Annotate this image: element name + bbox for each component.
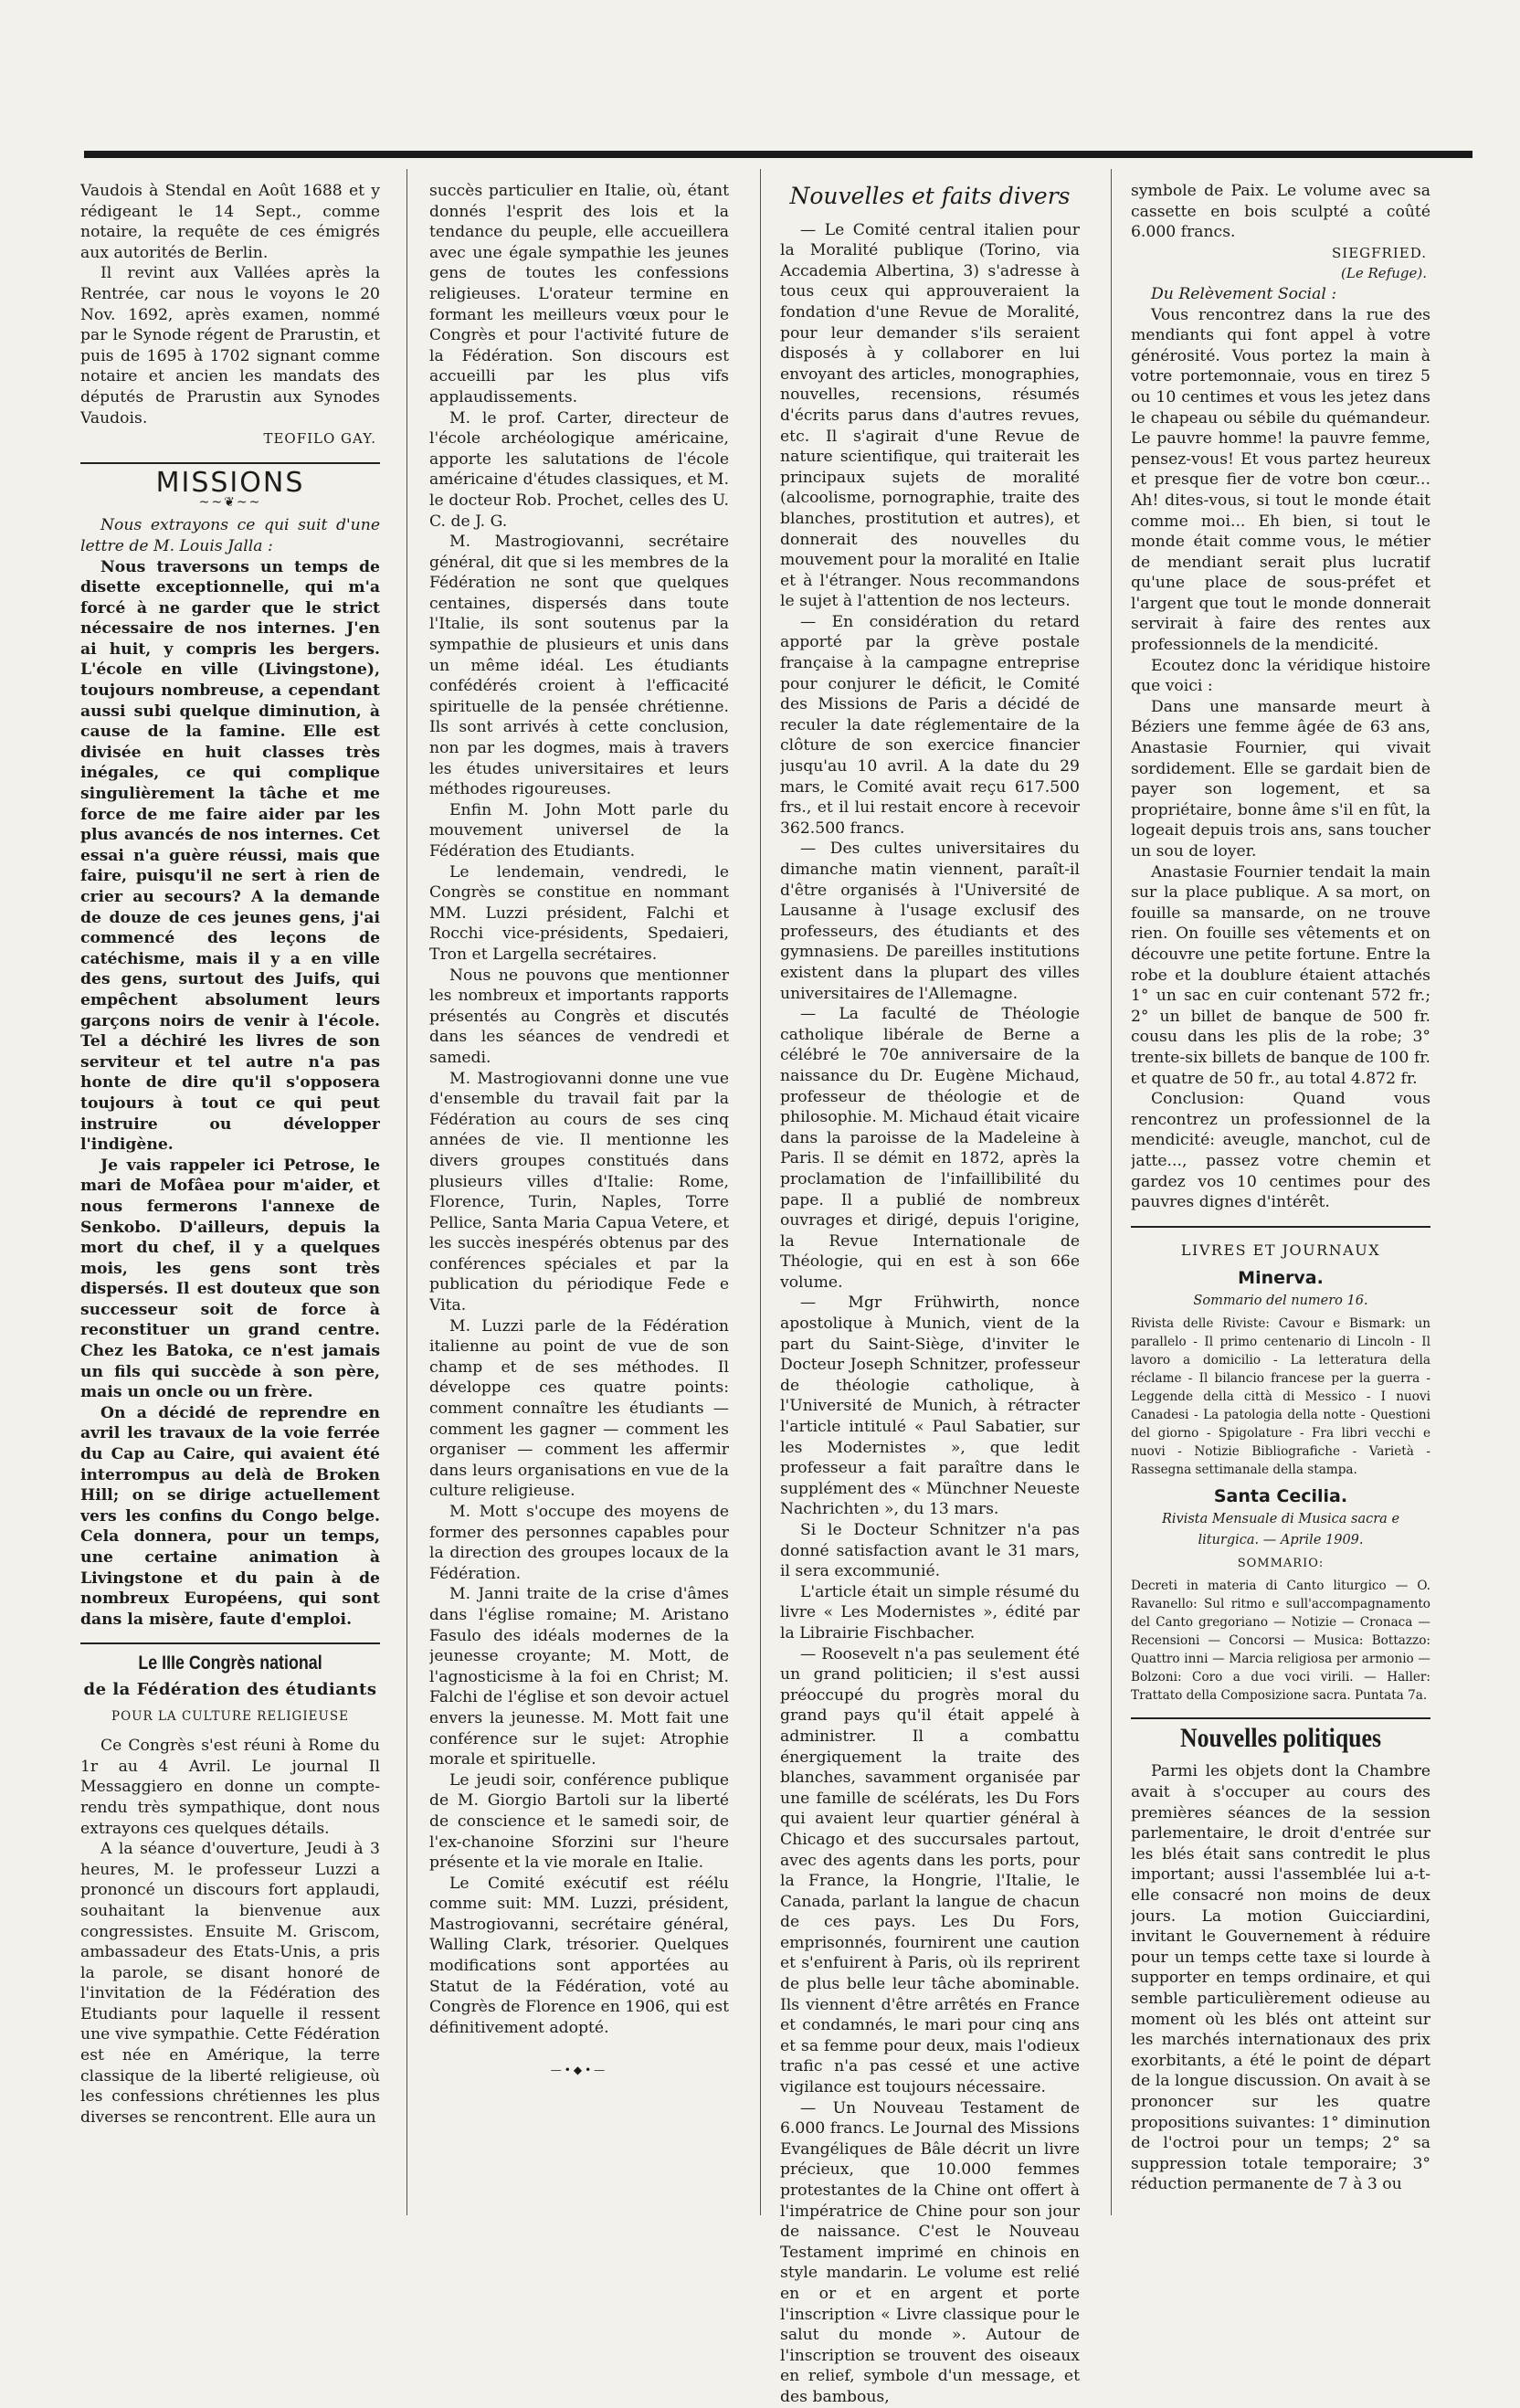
paragraph: L'article était un simple résumé du livre « Les Modernistes », édité par la Librairie Fischbacher. — [780, 1582, 1080, 1642]
paragraph: M. Mastrogiovanni, secrétaire général, dit que si les membres de la Fédération ne sont que quelques centaines, dispersés dans toute l'Italie, ils sont soutenus par la sympathie de plusieurs et unis dans un même idéal. Les étudiants confédérés croient à l'efficacité spirituelle de la pensée chrétienne. Ils sont arrivés à cette conclusion, non par les dogmes, mais à travers les études universitaires et leurs méthodes rigoureuses. — [429, 533, 729, 799]
paragraph: Nous ne pouvons que mentionner les nombreux et importants rapports présentés au Congrès et discutés dans les séances de vendredi et samedi. — [429, 966, 729, 1067]
paragraph: Ecoutez donc la véridique histoire que voici : — [1131, 656, 1430, 696]
paragraph: Le lendemain, vendredi, le Congrès se constitue en nommant MM. Luzzi président, Falchi et Rocchi vice-présidents, Spedaieri, Tron et Largella secrétaires. — [429, 862, 729, 964]
column-2 — [429, 181, 729, 2081]
section-subtitle: de la Fédération des étudiants — [83, 1679, 377, 1699]
column-4 — [1131, 181, 1430, 2195]
missions-intro: Nous extrayons ce qui suit d'une lettre de M. Louis Jalla : — [80, 516, 380, 555]
paragraph: M. Luzzi parle de la Fédération italienne au point de vue de son champ et de ses méthodes. Il développe ces quatre points: comment connaître les étudiants — comment les gagner — comment les organiser — comment les affermir dans leurs organisations en vue de la culture religieuse. — [429, 1316, 729, 1501]
ornament: —•◆•— — [550, 2064, 608, 2077]
section-title-politiques: Nouvelles politiques — [1179, 1722, 1382, 1753]
section-title-congres: Le IIIe Congrès national — [138, 1653, 322, 1674]
ornament: ~~❦~~ — [198, 495, 262, 511]
paragraph: A la séance d'ouverture, Jeudi à 3 heures, M. le professeur Luzzi a prononcé un discours fort applaudi, souhaitant la bienvenue aux congressistes. Ensuite M. Griscom, ambassadeur des Etats-Unis, a pris la parole, se disant honoré de l'invitation de la Fédération des Etudiants pour laquelle il ressent une vive sympathie. Cette Fédération est née en Amérique, la terre classique de la liberté religieuse, où les confessions chrétiennes les plus diverses se rencontrent. Elle aura un — [80, 1840, 380, 2127]
section-subtitle-caps: POUR LA CULTURE RELIGIEUSE — [111, 1708, 350, 1724]
paragraph: symbole de Paix. Le volume avec sa cassette en bois sculpté a coûté 6.000 francs. — [1131, 182, 1430, 242]
paragraph: Le Comité exécutif est réélu comme suit: MM. Luzzi, président, Mastrogiovanni, secrétaire général, Walling Clark, trésorier. Quelques modifications sont apportées au Statut de la Fédération, voté au Congrès de Florence en 1906, qui est définitivement adopté. — [429, 1874, 729, 2037]
paragraph: — Un Nouveau Testament de 6.000 francs. Le Journal des Missions Evangéliques de Bâle décrit un livre précieux, que 10.000 femmes protestantes de la Chine ont offert à l'impératrice de Chine pour son jour de naissance. C'est le Nouveau Testament imprimé en chinois en style mandarin. Le volume est relié en or et en argent et porte l'inscription « Livre classique pour le salut du monde ». Autour de l'inscription se trouvent des oiseaux en relief, symbole d'un message, et des bambous, — [780, 2098, 1080, 2406]
section-title-missions: MISSIONS — [155, 466, 305, 499]
section-divider — [1131, 1717, 1430, 1719]
paragraph: Anastasie Fournier tendait la main sur la place publique. A sa mort, on fouille sa mansarde, on ne trouve rien. On fouille ses vêtements et on découvre une petite fortune. Entre la robe et la doublure étaient attachés 1° un sac en cuir contenant 572 fr.; 2° un billet de banque de 500 fr. cousu dans les plis de la robe; 3° trente-six billets de banque de 100 fr. et quatre de 50 fr., au total 4.872 fr. — [1131, 862, 1430, 1088]
paragraph: Enfin M. John Mott parle du mouvement universel de la Fédération des Etudiants. — [429, 800, 729, 861]
paragraph: — La faculté de Théologie catholique libérale de Berne a célébré le 70e anniversaire de la naissance du Dr. Eugène Michaud, professeur de théologie et de philosophie. M. Michaud était vicaire dans la paroisse de la Madeleine à Paris. Il se démit en 1872, après la proclamation de l'infaillibilité du pape. Il a publié de nombreux ouvrages et dirigé, depuis l'origine, la Revue Internationale de Théologie, qui en est à son 66e volume. — [780, 1005, 1080, 1292]
section-title-livres: LIVRES ET JOURNAUX — [1180, 1241, 1381, 1259]
journal-contents: Rivista delle Riviste: Cavour e Bismark: un parallelo - Il primo centenario di Lincoln - Il lavoro a domicilio - La letteratura della réclame - Il bilancio francese per la guerra - Leggende della città di Messico - I nuovi Canadesi - La patologia della notte - Questioni del giorno - Spigolature - Fra libri vecchi e nuovi - Notizie Bibliografiche - Varietà - Rassegna settimanale della stampa. — [1131, 1316, 1430, 1478]
paragraph: On a décidé de reprendre en avril les travaux de la voie ferrée du Cap au Caire, qui avaient été interrompus au delà de Broken Hill; on se dirige actuellement vers les confins du Congo belge. Cela donnera, pour un temps, une certaine animation à Livingstone et du pain à de nombreux Européens, qui sont dans la misère, faute d'emploi. — [80, 1403, 380, 1629]
paragraph: Si le Docteur Schnitzer n'a pas donné satisfaction avant le 31 mars, il sera excommunié. — [780, 1521, 1080, 1581]
paragraph: M. Mott s'occupe des moyens de former des personnes capables pour la direction des groupes locaux de la Fédération. — [429, 1503, 729, 1583]
paragraph: — Le Comité central italien pour la Moralité publique (Torino, via Accademia Albertina, 3) s'adresse à tous ceux qui approuveraient la fondation d'une Revue de Moralité, pour leur demander s'ils seraient disposés à y collaborer en lui envoyant des articles, monographies, nouvelles, recensions, résumés d'écrits parus dans d'autres revues, etc. Il s'agirait d'une Revue de nature scientifique, qui traiterait les principaux sujets de moralité (alcoolisme, pornographie, traite des blanches, prostitution et autres), et donnerait des nouvelles du mouvement pour la moralité en Italie et à l'étranger. Nous recommandons le sujet à l'attention de nos lecteurs. — [780, 220, 1080, 611]
paragraph: succès particulier en Italie, où, étant donnés l'esprit des lois et la tendance du peuple, elle accueillera avec une égale sympathie les jeunes gens de toutes les confessions religieuses. L'orateur termine en formant les meilleurs vœux pour le Congrès et pour l'activité future de la Fédération. Son discours est accueilli par les plus vifs applaudissements. — [429, 182, 729, 407]
journal-contents: Decreti in materia di Canto liturgico — O. Ravanello: Sul ritmo e sull'accompagnamento del Canto gregoriano — Notizie — Cronaca — Recensioni — Concorsi — Musica: Bottazzo: Quattro inni — Marcia religiosa per armonio — Bolzoni: Coro a due voci virili. — Haller: Trattato della Composizione sacra. Puntata 7a. — [1131, 1578, 1430, 1703]
paragraph: — En considération du retard apporté par la grève postale française à la campagne entreprise pour conjurer le déficit, le Comité des Missions de Paris a décidé de reculer la date réglementaire de la clôture de son exercice financier jusqu'au 10 avril. A la date du 29 mars, le Comité avait reçu 617.500 frs., et il lui restait encore à recevoir 362.500 francs. — [780, 612, 1080, 838]
signature: TEOFILO GAY. — [263, 430, 376, 448]
journal-subtitle: Sommario del numero 16. — [1193, 1293, 1368, 1308]
paragraph: Nous traversons un temps de disette exceptionnelle, qui m'a forcé à ne garder que le strict nécessaire de nos internes. J'en ai huit, y compris les bergers. L'école en ville (Livingstone), toujours nombreuse, a cependant aussi subi quelque diminution, à cause de la famine. Elle est divisée en huit classes très inégales, ce qui complique singulièrement la tâche et me force de me faire aider par les plus avancés de nos internes. Cet essai n'a guère réussi, mais que faire, puisqu'il ne sert à rien de crier au secours? A la demande de douze de ces jeunes gens, j'ai commencé des leçons de catéchisme, mais il y a en ville des gens, surtout des Juifs, qui empêchent absolument leurs garçons noirs de venir à l'école. Tel a déchiré les livres de son serviteur et tel autre n'a pas honte de dire qu'il s'opposera toujours à tout ce qui peut instruire ou développer l'indigène. — [80, 557, 380, 1155]
paragraph: Il revint aux Vallées après la Rentrée, car nous le voyons le 20 Nov. 1692, après examen, nommé par le Synode régent de Prarustin, et puis de 1695 à 1702 signant comme notaire et ancien les mandats des députés de Prarustin aux Synodes Vaudois. — [80, 264, 380, 428]
signature: SIEGFRIED. — [1332, 244, 1427, 261]
journal-subtitle: Rivista Mensuale di Musica sacra e liturgica. — Aprile 1909. — [1161, 1512, 1400, 1547]
sommario-label: SOMMARIO: — [1237, 1557, 1325, 1571]
column-3 — [780, 181, 1080, 2408]
paragraph: — Roosevelt n'a pas seulement été un grand politicien; il s'est aussi préoccupé du progrès moral du grand pays qu'il était appelé à administrer. Il a combattu énergiquement la traite des blanches, savamment organisée par une famille de scélérats, les Du Fors qui avaient leur quartier général à Chicago et des succursales partout, avec des agents dans les ports, pour la France, la Hongrie, l'Italie, le Canada, parlant la langue de chacun de ces pays. Les Du Fors, emprisonnés, fournirent une caution et s'enfuirent à Paris, où ils reprirent de plus belle leur tâche abominable. Ils viennent d'être arrêtés en France et condamnés, le mari pour cinq ans et sa femme pour deux, mais l'odieux trafic n'a pas cessé et une active vigilance est toujours nécessaire. — [780, 1644, 1080, 2097]
paragraph: Le jeudi soir, conférence publique de M. Giorgio Bartoli sur la liberté de conscience et le samedi soir, de l'ex-chanoine Sforzini sur l'heure présente et la vie morale en Italie. — [429, 1770, 729, 1873]
journal-title-minerva: Minerva. — [1238, 1268, 1324, 1289]
paragraph: M. le prof. Carter, directeur de l'école archéologique américaine, apporte les salutations de l'école américaine d'études classiques, et M. le docteur Rob. Prochet, celles des U. C. de J. G. — [429, 408, 729, 531]
paragraph: Ce Congrès s'est réuni à Rome du 1r au 4 Avril. Le journal Il Messaggiero en donne un compte-rendu très sympathique, dont nous extrayons ces quelques détails. — [80, 1737, 380, 1838]
paragraph: Conclusion: Quand vous rencontrez un professionnel de la mendicité: aveugle, manchot, cul de jatte..., passez votre chemin et gardez vos 10 centimes pour des pauvres dignes d'intérêt. — [1131, 1090, 1430, 1212]
paragraph: Je vais rappeler ici Petrose, le mari de Mofâea pour m'aider, et nous fermerons l'annexe de Senkobo. D'ailleurs, depuis la mort du chef, il y a quelques mois, les gens sont très dispersés. Il est douteux que son successeur soit de force à reconstituer un grand centre. Chez les Batoka, ce n'est jamais un fils qui succède à son père, mais un oncle ou un frère. — [80, 1156, 380, 1402]
releve-intro: Du Relèvement Social : — [1151, 284, 1337, 303]
source: (Le Refuge). — [1341, 265, 1427, 282]
paragraph: Vous rencontrez dans la rue des mendiants qui font appel à votre générosité. Vous portez la main à votre portemonnaie, vous en tirez 5 ou 10 centimes et vous les jetez dans le chapeau ou sébile du quémandeur. Le pauvre homme! la pauvre femme, pensez-vous! Et vous partez heureux et presque fier de votre bon cœur... Ah! dites-vous, si tout le monde était comme moi... Eh bien, si tout le monde était comme vous, le métier de mendiant serait plus lucratif qu'une place de sous-préfet et l'argent que tout le monde donnerait servirait à faire des rentes aux professionnels de la mendicité. — [1131, 305, 1430, 655]
top-rule — [84, 151, 1472, 158]
column-divider-1 — [406, 169, 407, 2215]
paragraph: — Des cultes universitaires du dimanche matin viennent, paraît-il d'être organisés à l'Université de Lausanne à l'usage exclusif des professeurs, des étudiants et des gymnasiens. De pareilles institutions existent dans la plupart des villes universitaires de l'Allemagne. — [780, 840, 1080, 1003]
column-divider-2 — [760, 169, 761, 2215]
paragraph: M. Janni traite de la crise d'âmes dans l'église romaine; M. Aristano Fasulo des idéals modernes de la jeunesse croyante; M. Mott, de l'agnosticisme à la foi en Christ; M. Falchi de l'église et son devoir actuel envers la jeunesse. M. Mott fait une conférence sur le sujet: Atrophie morale et spirituelle. — [429, 1585, 729, 1769]
column-1 — [80, 181, 380, 2128]
section-divider — [80, 462, 380, 464]
paragraph: M. Mastrogiovanni donne une vue d'ensemble du travail fait par la Fédération au cours de ses cinq années de vie. Il mentionne les divers groupes constitués dans plusieurs villes d'Italie: Rome, Florence, Turin, Naples, Torre Pellice, Santa Maria Capua Vetere, et les succès inespérés obtenus par des conférences spéciales et par la publication du périodique Fede e Vita. — [429, 1069, 729, 1315]
section-title-nouvelles: Nouvelles et faits divers — [789, 183, 1071, 209]
paragraph: Vaudois à Stendal en Août 1688 et y rédigeant le 14 Sept., comme notaire, la requête de ces émigrés aux autorités de Berlin. — [80, 182, 380, 262]
section-divider — [80, 1642, 380, 1644]
section-divider — [1131, 1226, 1430, 1228]
column-divider-3 — [1111, 169, 1112, 2215]
paragraph: — Mgr Frühwirth, nonce apostolique à Munich, vient de la part du Saint-Siège, d'inviter le Docteur Joseph Schnitzer, professeur de théologie catholique, à l'Université de Munich, à rétracter l'article intitulé « Paul Sabatier, sur les Modernistes », que ledit professeur a fait paraître dans le supplément des « Münchner Neueste Nachrichten », du 13 mars. — [780, 1294, 1080, 1519]
journal-title-cecilia: Santa Cecilia. — [1213, 1486, 1348, 1507]
paragraph: Dans une mansarde meurt à Béziers une femme âgée de 63 ans, Anastasie Fournier, qui vivait sordidement. Elle se gardait bien de payer son logement, et sa propriétaire, bonne âme s'il en fût, la logeait depuis trois ans, sans toucher un sou de loyer. — [1131, 697, 1430, 861]
paragraph: Parmi les objets dont la Chambre avait à s'occuper au cours des premières séances de la session parlementaire, le droit d'entrée sur les blés était sans contredit le plus important; aussi l'assemblée lui a-t-elle consacré non moins de deux jours. La motion Guicciardini, invitant le Gouvernement à réduire pour un temps cette taxe si lourde à supporter en temps ordinaire, et qui semble particulièrement odieuse au moment où les blés ont atteint sur les marchés internationaux des prix exorbitants, a été le point de départ de la longue discussion. On avait à se prononcer sur les quatre propositions suivantes: 1° diminution de l'octroi pour un temps; 2° sa suppression totale temporaire; 3° réduction permanente de 7 à 3 ou — [1131, 1762, 1430, 2194]
